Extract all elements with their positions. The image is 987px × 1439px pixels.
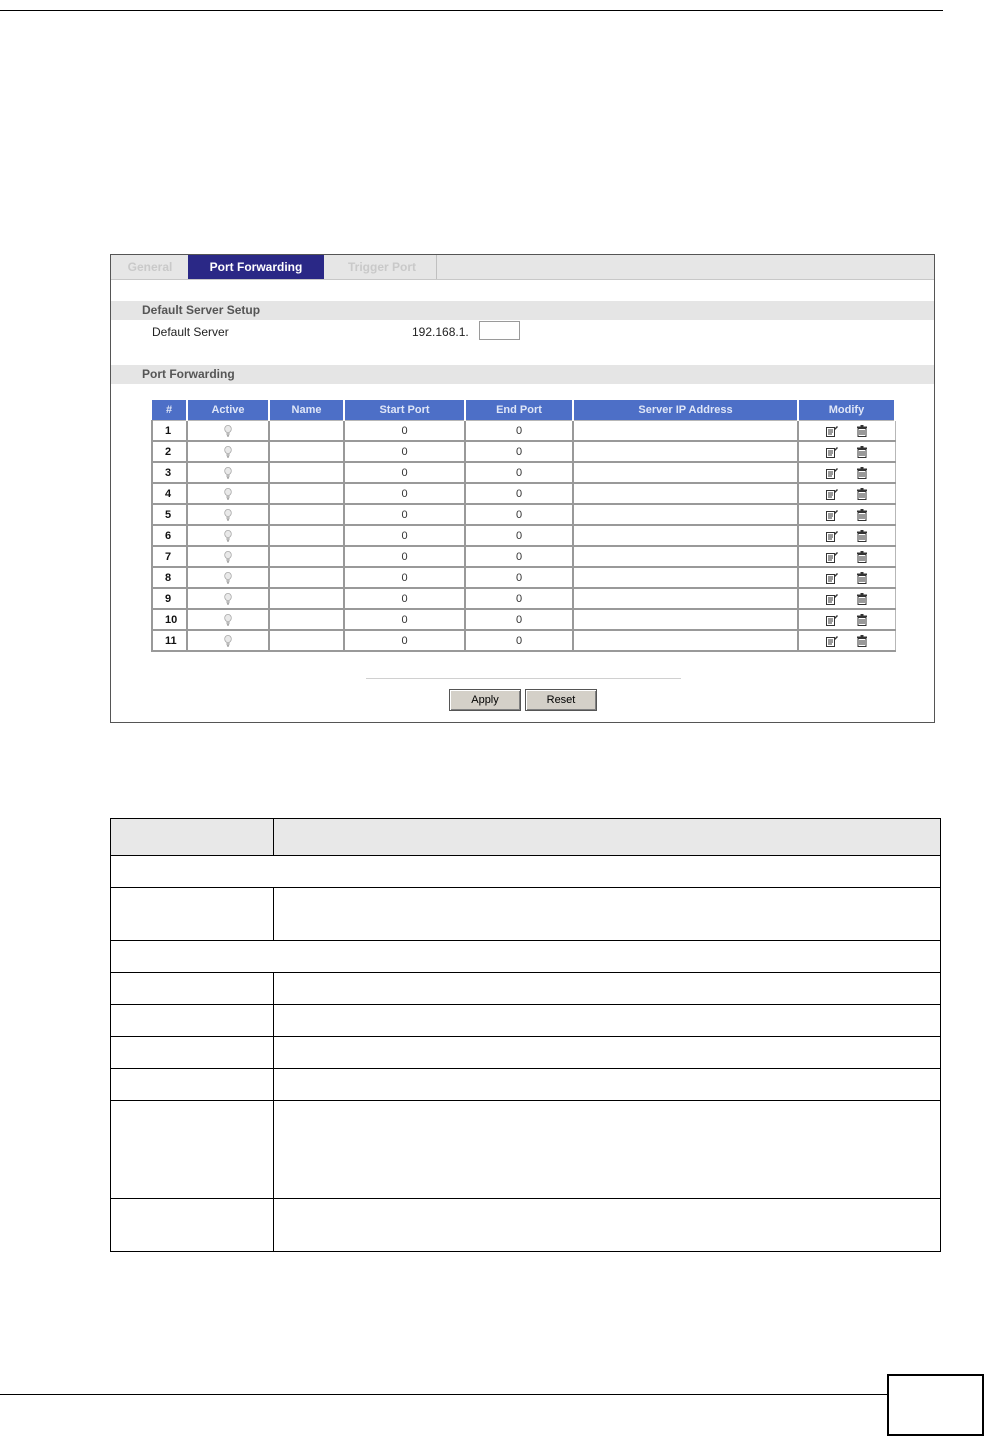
end-port-cell: 0 xyxy=(465,462,573,483)
active-cell xyxy=(187,504,269,525)
row-number: 10 xyxy=(152,609,187,630)
reset-button[interactable]: Reset xyxy=(525,689,597,711)
edit-icon[interactable] xyxy=(826,550,838,562)
server-ip-cell xyxy=(573,504,798,525)
server-ip-cell xyxy=(573,609,798,630)
button-divider xyxy=(366,678,681,679)
active-cell xyxy=(187,588,269,609)
tab-port-forwarding[interactable]: Port Forwarding xyxy=(188,255,324,279)
description-section-row xyxy=(111,856,941,888)
name-cell xyxy=(269,609,344,630)
ip-prefix: 192.168.1. xyxy=(412,325,469,339)
page-number-box xyxy=(887,1374,984,1436)
modify-cell xyxy=(798,462,895,483)
trash-icon[interactable] xyxy=(856,445,868,457)
tab-trigger-port[interactable]: Trigger Port xyxy=(328,255,437,279)
description-cell xyxy=(274,1005,941,1037)
table-row xyxy=(152,483,895,504)
bulb-off-icon xyxy=(224,550,232,562)
description-cell xyxy=(274,1199,941,1252)
label-cell xyxy=(111,1101,274,1199)
start-port-cell: 0 xyxy=(344,441,465,462)
header-cell xyxy=(111,819,274,856)
active-cell xyxy=(187,483,269,504)
bulb-off-icon xyxy=(224,508,232,520)
start-port-cell: 0 xyxy=(344,462,465,483)
edit-icon[interactable] xyxy=(826,592,838,604)
nat-screenshot xyxy=(110,254,935,723)
end-port-cell: 0 xyxy=(465,421,573,442)
end-port-cell: 0 xyxy=(465,609,573,630)
description-row xyxy=(111,1199,941,1252)
section-cell xyxy=(111,856,941,888)
description-row xyxy=(111,888,941,941)
table-row xyxy=(152,546,895,567)
description-cell xyxy=(274,1101,941,1199)
edit-icon[interactable] xyxy=(826,634,838,646)
row-number: 4 xyxy=(152,483,187,504)
start-port-cell: 0 xyxy=(344,630,465,651)
bulb-off-icon xyxy=(224,613,232,625)
label-cell xyxy=(111,888,274,941)
active-cell xyxy=(187,462,269,483)
description-cell xyxy=(274,888,941,941)
modify-cell xyxy=(798,421,895,442)
end-port-cell: 0 xyxy=(465,630,573,651)
label-cell xyxy=(111,1199,274,1252)
end-port-cell: 0 xyxy=(465,504,573,525)
name-cell xyxy=(269,441,344,462)
active-cell xyxy=(187,525,269,546)
section-cell xyxy=(111,941,941,973)
tab-bar xyxy=(111,255,934,280)
end-port-cell: 0 xyxy=(465,567,573,588)
table-row xyxy=(152,525,895,546)
description-table xyxy=(110,818,941,1252)
modify-cell xyxy=(798,630,895,651)
table-row xyxy=(152,421,895,442)
description-row xyxy=(111,1101,941,1199)
column-header: End Port xyxy=(465,400,573,421)
edit-icon[interactable] xyxy=(826,466,838,478)
table-row xyxy=(152,588,895,609)
start-port-cell: 0 xyxy=(344,546,465,567)
name-cell xyxy=(269,421,344,442)
name-cell xyxy=(269,588,344,609)
table-row xyxy=(152,567,895,588)
bulb-off-icon xyxy=(224,571,232,583)
column-header: Modify xyxy=(798,400,895,421)
edit-icon[interactable] xyxy=(826,445,838,457)
name-cell xyxy=(269,483,344,504)
modify-cell xyxy=(798,609,895,630)
description-cell xyxy=(274,973,941,1005)
server-ip-cell xyxy=(573,567,798,588)
column-header: # xyxy=(152,400,187,421)
name-cell xyxy=(269,462,344,483)
description-row xyxy=(111,1037,941,1069)
server-ip-cell xyxy=(573,525,798,546)
description-header-row xyxy=(111,819,941,856)
start-port-cell: 0 xyxy=(344,567,465,588)
column-header: Start Port xyxy=(344,400,465,421)
row-number: 9 xyxy=(152,588,187,609)
server-ip-cell xyxy=(573,588,798,609)
name-cell xyxy=(269,630,344,651)
active-cell xyxy=(187,567,269,588)
column-header: Server IP Address xyxy=(573,400,798,421)
active-cell xyxy=(187,546,269,567)
trash-icon[interactable] xyxy=(856,634,868,646)
edit-icon[interactable] xyxy=(826,508,838,520)
table-row xyxy=(152,441,895,462)
table-row xyxy=(152,609,895,630)
trash-icon[interactable] xyxy=(856,592,868,604)
modify-cell xyxy=(798,504,895,525)
table-row xyxy=(152,504,895,525)
table-row xyxy=(152,630,895,651)
start-port-cell: 0 xyxy=(344,483,465,504)
trash-icon[interactable] xyxy=(856,487,868,499)
row-number: 1 xyxy=(152,421,187,442)
row-number: 11 xyxy=(152,630,187,651)
tab-general[interactable]: General xyxy=(127,260,173,274)
bulb-off-icon xyxy=(224,466,232,478)
modify-cell xyxy=(798,546,895,567)
description-row xyxy=(111,1005,941,1037)
trash-icon[interactable] xyxy=(856,508,868,520)
table-header-row xyxy=(152,400,895,421)
row-number: 3 xyxy=(152,462,187,483)
start-port-cell: 0 xyxy=(344,525,465,546)
description-row xyxy=(111,1069,941,1101)
server-ip-cell xyxy=(573,546,798,567)
row-number: 6 xyxy=(152,525,187,546)
apply-button[interactable]: Apply xyxy=(449,689,521,711)
modify-cell xyxy=(798,588,895,609)
bulb-off-icon xyxy=(224,634,232,646)
trash-icon[interactable] xyxy=(856,571,868,583)
description-row xyxy=(111,973,941,1005)
end-port-cell: 0 xyxy=(465,546,573,567)
row-number: 7 xyxy=(152,546,187,567)
trash-icon[interactable] xyxy=(856,613,868,625)
header-rule xyxy=(0,10,943,11)
end-port-cell: 0 xyxy=(465,441,573,462)
edit-icon[interactable] xyxy=(826,529,838,541)
port-forwarding-table xyxy=(151,400,896,652)
port-forwarding-heading: Port Forwarding xyxy=(111,365,934,384)
row-number: 5 xyxy=(152,504,187,525)
active-cell xyxy=(187,609,269,630)
column-header: Name xyxy=(269,400,344,421)
edit-icon[interactable] xyxy=(826,571,838,583)
server-ip-cell xyxy=(573,441,798,462)
modify-cell xyxy=(798,525,895,546)
edit-icon[interactable] xyxy=(826,424,838,436)
edit-icon[interactable] xyxy=(826,487,838,499)
description-section-row xyxy=(111,941,941,973)
label-cell xyxy=(111,1069,274,1101)
server-ip-cell xyxy=(573,421,798,442)
modify-cell xyxy=(798,483,895,504)
start-port-cell: 0 xyxy=(344,421,465,442)
server-ip-cell xyxy=(573,483,798,504)
modify-cell xyxy=(798,441,895,462)
edit-icon[interactable] xyxy=(826,613,838,625)
default-server-label: Default Server xyxy=(152,325,229,339)
name-cell xyxy=(269,546,344,567)
end-port-cell: 0 xyxy=(465,483,573,504)
row-number: 8 xyxy=(152,567,187,588)
bulb-off-icon xyxy=(224,487,232,499)
start-port-cell: 0 xyxy=(344,609,465,630)
active-cell xyxy=(187,630,269,651)
description-cell xyxy=(274,1037,941,1069)
bulb-off-icon xyxy=(224,445,232,457)
label-cell xyxy=(111,973,274,1005)
header-cell xyxy=(274,819,941,856)
default-server-ip-field[interactable] xyxy=(479,321,520,340)
bulb-off-icon xyxy=(224,424,232,436)
description-cell xyxy=(274,1069,941,1101)
row-number: 2 xyxy=(152,441,187,462)
label-cell xyxy=(111,1005,274,1037)
active-cell xyxy=(187,441,269,462)
start-port-cell: 0 xyxy=(344,504,465,525)
name-cell xyxy=(269,525,344,546)
trash-icon[interactable] xyxy=(856,550,868,562)
trash-icon[interactable] xyxy=(856,424,868,436)
active-cell xyxy=(187,421,269,442)
name-cell xyxy=(269,567,344,588)
trash-icon[interactable] xyxy=(856,466,868,478)
trash-icon[interactable] xyxy=(856,529,868,541)
footer-rule xyxy=(0,1394,887,1395)
name-cell xyxy=(269,504,344,525)
bulb-off-icon xyxy=(224,529,232,541)
label-cell xyxy=(111,1037,274,1069)
column-header: Active xyxy=(187,400,269,421)
end-port-cell: 0 xyxy=(465,588,573,609)
modify-cell xyxy=(798,567,895,588)
end-port-cell: 0 xyxy=(465,525,573,546)
table-row xyxy=(152,462,895,483)
server-ip-cell xyxy=(573,630,798,651)
server-ip-cell xyxy=(573,462,798,483)
start-port-cell: 0 xyxy=(344,588,465,609)
bulb-off-icon xyxy=(224,592,232,604)
default-server-setup-heading: Default Server Setup xyxy=(111,301,934,320)
